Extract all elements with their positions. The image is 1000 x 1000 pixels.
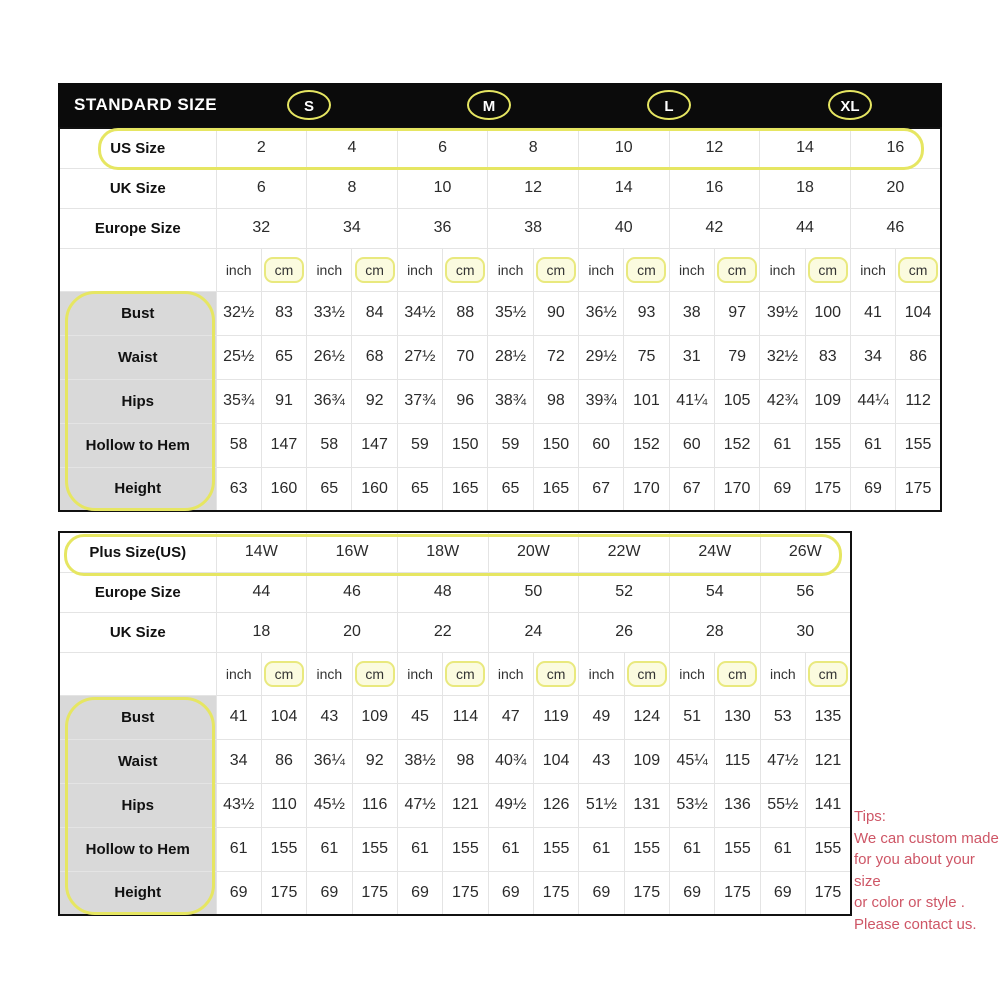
cm-badge: cm: [445, 257, 485, 283]
cm-badge: cm: [626, 257, 666, 283]
cm-unit-cell: [805, 652, 851, 695]
size-cell: 12: [488, 168, 579, 208]
measure-cell: 92: [352, 379, 397, 423]
measure-cell: 61: [760, 827, 805, 871]
cm-badge: cm: [264, 661, 304, 687]
measure-cell: 124: [624, 695, 669, 739]
measure-cell: 51½: [579, 783, 624, 827]
row-label-empty: [59, 248, 216, 291]
measure-cell: 69: [488, 871, 533, 915]
measure-cell: 69: [669, 871, 714, 915]
size-cell: 44: [216, 572, 307, 612]
size-cell: 26: [579, 612, 670, 652]
size-cell: 46: [307, 572, 398, 612]
measure-cell: 61: [216, 827, 261, 871]
measure-cell: 109: [624, 739, 669, 783]
size-cell: 20: [850, 168, 941, 208]
size-cell: 48: [397, 572, 488, 612]
measure-cell: 100: [805, 291, 850, 335]
measure-cell: 36¾: [307, 379, 352, 423]
measure-cell: 114: [443, 695, 488, 739]
measure-cell: 90: [533, 291, 578, 335]
size-cell: 14: [760, 128, 851, 168]
measure-cell: 152: [714, 423, 759, 467]
measure-cell: 39¾: [579, 379, 624, 423]
measure-cell: 155: [352, 827, 397, 871]
measure-row: [59, 783, 851, 827]
measure-cell: 155: [443, 827, 488, 871]
measure-cell: 51: [669, 695, 714, 739]
cm-unit-cell: [533, 652, 578, 695]
measure-cell: 152: [624, 423, 669, 467]
measure-cell: 42¾: [760, 379, 805, 423]
cm-unit-cell: [624, 248, 669, 291]
measure-cell: 109: [352, 695, 397, 739]
measure-cell: 86: [261, 739, 306, 783]
size-cell: 46: [850, 208, 941, 248]
measure-cell: 65: [261, 335, 306, 379]
cm-unit-cell: [352, 652, 397, 695]
cm-unit-cell: [261, 248, 306, 291]
measure-cell: 55½: [760, 783, 805, 827]
size-cell: 40: [579, 208, 670, 248]
size-cell: 26W: [760, 532, 851, 572]
measure-row: [59, 827, 851, 871]
cm-unit-cell: [805, 248, 850, 291]
plus-size-grid: [58, 531, 852, 916]
measure-cell: 65: [397, 467, 442, 511]
measure-cell: 49½: [488, 783, 533, 827]
size-cell: 56: [760, 572, 851, 612]
cm-unit-cell: [714, 248, 759, 291]
measure-row: [59, 291, 941, 335]
row-label: Hips: [59, 379, 216, 423]
inch-unit-cell: inch: [760, 652, 805, 695]
measure-cell: 65: [488, 467, 533, 511]
measure-cell: 35½: [488, 291, 533, 335]
measure-row: [59, 739, 851, 783]
cm-badge: cm: [355, 257, 395, 283]
measure-cell: 45: [397, 695, 442, 739]
measure-cell: 155: [624, 827, 669, 871]
inch-unit-cell: inch: [760, 248, 805, 291]
cm-unit-cell: [533, 248, 578, 291]
measure-cell: 35¾: [216, 379, 261, 423]
size-cell: 44: [760, 208, 851, 248]
inch-unit-cell: inch: [397, 652, 442, 695]
measure-cell: 165: [443, 467, 488, 511]
size-cell: 42: [669, 208, 760, 248]
inch-unit-cell: inch: [488, 652, 533, 695]
measure-cell: 155: [896, 423, 941, 467]
unit-row: [59, 248, 941, 291]
measure-cell: 59: [488, 423, 533, 467]
measure-row: [59, 379, 941, 423]
measure-cell: 34: [850, 335, 895, 379]
row-label: Europe Size: [59, 208, 216, 248]
inch-unit-cell: inch: [579, 652, 624, 695]
row-label: Hollow to Hem: [59, 423, 216, 467]
measure-cell: 58: [307, 423, 352, 467]
measure-cell: 61: [669, 827, 714, 871]
standard-size-title: STANDARD SIZE: [74, 95, 218, 114]
row-label: Waist: [59, 335, 216, 379]
size-cell: 4: [307, 128, 398, 168]
measure-cell: 131: [624, 783, 669, 827]
row-label: Height: [59, 871, 216, 915]
size-row: [59, 572, 851, 612]
measure-cell: 175: [805, 467, 850, 511]
cm-badge: cm: [898, 257, 938, 283]
cm-unit-cell: [261, 652, 306, 695]
size-cell: 8: [488, 128, 579, 168]
measure-cell: 175: [715, 871, 760, 915]
cm-unit-cell: [443, 652, 488, 695]
size-cell: 50: [488, 572, 579, 612]
measure-cell: 88: [443, 291, 488, 335]
size-row: [59, 168, 941, 208]
size-cell: 32: [216, 208, 307, 248]
cm-badge: cm: [264, 257, 304, 283]
size-cell: 22W: [579, 532, 670, 572]
cm-unit-cell: [715, 652, 760, 695]
measure-cell: 75: [624, 335, 669, 379]
measure-cell: 175: [896, 467, 941, 511]
measure-cell: 61: [760, 423, 805, 467]
measure-cell: 155: [805, 423, 850, 467]
measure-cell: 41¼: [669, 379, 714, 423]
size-cell: 8: [307, 168, 398, 208]
inch-unit-cell: inch: [216, 248, 261, 291]
size-cell: 10: [397, 168, 488, 208]
row-label-empty: [59, 652, 216, 695]
size-row: [59, 612, 851, 652]
measure-cell: 29½: [579, 335, 624, 379]
measure-cell: 155: [715, 827, 760, 871]
measure-cell: 126: [533, 783, 578, 827]
size-cell: 2: [216, 128, 307, 168]
measure-cell: 136: [715, 783, 760, 827]
measure-cell: 67: [579, 467, 624, 511]
measure-cell: 170: [714, 467, 759, 511]
measure-cell: 58: [216, 423, 261, 467]
measure-cell: 105: [714, 379, 759, 423]
measure-cell: 49: [579, 695, 624, 739]
measure-cell: 79: [714, 335, 759, 379]
size-group-l-ellipse: L: [647, 90, 691, 120]
measure-cell: 38: [669, 291, 714, 335]
inch-unit-cell: inch: [307, 248, 352, 291]
measure-row: [59, 695, 851, 739]
unit-row: [59, 652, 851, 695]
measure-cell: 32½: [216, 291, 261, 335]
inch-unit-cell: inch: [669, 248, 714, 291]
measure-cell: 31: [669, 335, 714, 379]
size-cell: 14: [579, 168, 670, 208]
measure-cell: 61: [307, 827, 352, 871]
size-cell: 16W: [307, 532, 398, 572]
row-label: Hips: [59, 783, 216, 827]
measure-cell: 28½: [488, 335, 533, 379]
measure-cell: 112: [896, 379, 941, 423]
measure-cell: 69: [579, 871, 624, 915]
size-group-s-ellipse: S: [287, 90, 331, 120]
measure-cell: 86: [896, 335, 941, 379]
measure-cell: 147: [261, 423, 306, 467]
measure-cell: 155: [261, 827, 306, 871]
measure-cell: 41: [216, 695, 261, 739]
row-label: Bust: [59, 695, 216, 739]
measure-cell: 175: [443, 871, 488, 915]
measure-cell: 160: [261, 467, 306, 511]
measure-cell: 69: [307, 871, 352, 915]
measure-cell: 83: [805, 335, 850, 379]
size-cell: 6: [216, 168, 307, 208]
measure-cell: 67: [669, 467, 714, 511]
size-group-xl-ellipse: XL: [828, 90, 872, 120]
measure-row: [59, 467, 941, 511]
measure-cell: 92: [352, 739, 397, 783]
size-cell: 12: [669, 128, 760, 168]
measure-cell: 47: [488, 695, 533, 739]
measure-cell: 32½: [760, 335, 805, 379]
measure-cell: 155: [533, 827, 578, 871]
measure-cell: 33½: [307, 291, 352, 335]
inch-unit-cell: inch: [669, 652, 714, 695]
size-cell: 16: [850, 128, 941, 168]
measure-cell: 165: [533, 467, 578, 511]
measure-cell: 45½: [307, 783, 352, 827]
measure-cell: 43: [307, 695, 352, 739]
measure-cell: 93: [624, 291, 669, 335]
measure-cell: 38¾: [488, 379, 533, 423]
measure-cell: 25½: [216, 335, 261, 379]
cm-badge: cm: [355, 661, 395, 687]
measure-cell: 121: [443, 783, 488, 827]
measure-cell: 36½: [579, 291, 624, 335]
measure-cell: 41: [850, 291, 895, 335]
measure-cell: 84: [352, 291, 397, 335]
measure-cell: 98: [443, 739, 488, 783]
measure-cell: 47½: [397, 783, 442, 827]
measure-cell: 63: [216, 467, 261, 511]
cm-badge: cm: [627, 661, 667, 687]
measure-cell: 72: [533, 335, 578, 379]
size-cell: 36: [397, 208, 488, 248]
measure-cell: 135: [805, 695, 851, 739]
measure-cell: 98: [533, 379, 578, 423]
cm-unit-cell: [624, 652, 669, 695]
measure-cell: 37¾: [397, 379, 442, 423]
measure-cell: 175: [533, 871, 578, 915]
measure-cell: 69: [850, 467, 895, 511]
measure-cell: 130: [715, 695, 760, 739]
row-label: Bust: [59, 291, 216, 335]
size-cell: 18: [760, 168, 851, 208]
size-group-m-ellipse: M: [467, 90, 511, 120]
size-cell: 14W: [216, 532, 307, 572]
size-cell: 20: [307, 612, 398, 652]
measure-cell: 34½: [397, 291, 442, 335]
measure-cell: 53: [760, 695, 805, 739]
measure-cell: 91: [261, 379, 306, 423]
measure-cell: 44¼: [850, 379, 895, 423]
size-cell: 54: [669, 572, 760, 612]
measure-cell: 175: [352, 871, 397, 915]
size-cell: 24: [488, 612, 579, 652]
row-label: Height: [59, 467, 216, 511]
size-cell: 24W: [669, 532, 760, 572]
measure-cell: 59: [397, 423, 442, 467]
standard-size-grid: [58, 127, 942, 512]
measure-cell: 83: [261, 291, 306, 335]
cm-badge: cm: [536, 257, 576, 283]
inch-unit-cell: inch: [850, 248, 895, 291]
measure-cell: 69: [760, 467, 805, 511]
measure-cell: 60: [669, 423, 714, 467]
cm-unit-cell: [896, 248, 941, 291]
measure-cell: 69: [216, 871, 261, 915]
measure-cell: 119: [533, 695, 578, 739]
row-label: US Size: [59, 128, 216, 168]
measure-cell: 43½: [216, 783, 261, 827]
inch-unit-cell: inch: [397, 248, 442, 291]
plus-size-table: [58, 531, 852, 916]
size-cell: 22: [397, 612, 488, 652]
measure-cell: 61: [850, 423, 895, 467]
measure-cell: 160: [352, 467, 397, 511]
measure-cell: 47½: [760, 739, 805, 783]
measure-cell: 104: [896, 291, 941, 335]
size-cell: 10: [579, 128, 670, 168]
inch-unit-cell: inch: [216, 652, 261, 695]
measure-cell: 45¼: [669, 739, 714, 783]
row-label: Plus Size(US): [59, 532, 216, 572]
measure-cell: 175: [624, 871, 669, 915]
size-cell: 30: [760, 612, 851, 652]
measure-cell: 116: [352, 783, 397, 827]
cm-badge: cm: [808, 257, 848, 283]
measure-cell: 69: [397, 871, 442, 915]
measure-cell: 40¾: [488, 739, 533, 783]
cm-badge: cm: [717, 257, 757, 283]
size-cell: 6: [397, 128, 488, 168]
standard-size-table: [58, 83, 942, 512]
measure-cell: 104: [533, 739, 578, 783]
measure-cell: 69: [760, 871, 805, 915]
row-label: Hollow to Hem: [59, 827, 216, 871]
size-cell: 28: [669, 612, 760, 652]
custom-made-tips: Tips: We can custom made for you about your size or color or style . Please contact us.: [854, 808, 999, 933]
size-cell: 16: [669, 168, 760, 208]
row-label: UK Size: [59, 612, 216, 652]
row-label: Europe Size: [59, 572, 216, 612]
size-row: [59, 532, 851, 572]
size-cell: 34: [307, 208, 398, 248]
measure-cell: 36¼: [307, 739, 352, 783]
size-cell: 20W: [488, 532, 579, 572]
size-cell: 38: [488, 208, 579, 248]
cm-unit-cell: [352, 248, 397, 291]
measure-cell: 147: [352, 423, 397, 467]
measure-cell: 61: [397, 827, 442, 871]
measure-cell: 26½: [307, 335, 352, 379]
cm-badge: cm: [717, 661, 757, 687]
measure-cell: 141: [805, 783, 851, 827]
measure-cell: 170: [624, 467, 669, 511]
measure-cell: 60: [579, 423, 624, 467]
cm-badge: cm: [536, 661, 576, 687]
cm-badge: cm: [808, 661, 848, 687]
inch-unit-cell: inch: [579, 248, 624, 291]
cm-unit-cell: [443, 248, 488, 291]
inch-unit-cell: inch: [307, 652, 352, 695]
measure-cell: 70: [443, 335, 488, 379]
size-cell: 18W: [397, 532, 488, 572]
cm-badge: cm: [445, 661, 485, 687]
size-row: [59, 128, 941, 168]
measure-row: [59, 423, 941, 467]
measure-row: [59, 871, 851, 915]
standard-size-header: [58, 83, 942, 127]
measure-cell: 150: [443, 423, 488, 467]
measure-cell: 65: [307, 467, 352, 511]
measure-cell: 96: [443, 379, 488, 423]
measure-cell: 43: [579, 739, 624, 783]
measure-cell: 175: [805, 871, 851, 915]
measure-cell: 38½: [397, 739, 442, 783]
measure-cell: 68: [352, 335, 397, 379]
measure-cell: 53½: [669, 783, 714, 827]
measure-cell: 101: [624, 379, 669, 423]
measure-cell: 39½: [760, 291, 805, 335]
measure-cell: 109: [805, 379, 850, 423]
measure-cell: 104: [261, 695, 306, 739]
measure-cell: 175: [261, 871, 306, 915]
measure-cell: 97: [714, 291, 759, 335]
size-row: [59, 208, 941, 248]
measure-cell: 61: [579, 827, 624, 871]
measure-cell: 34: [216, 739, 261, 783]
measure-cell: 115: [715, 739, 760, 783]
inch-unit-cell: inch: [488, 248, 533, 291]
measure-cell: 155: [805, 827, 851, 871]
measure-cell: 150: [533, 423, 578, 467]
size-cell: 52: [579, 572, 670, 612]
row-label: Waist: [59, 739, 216, 783]
measure-row: [59, 335, 941, 379]
row-label: UK Size: [59, 168, 216, 208]
measure-cell: 121: [805, 739, 851, 783]
measure-cell: 27½: [397, 335, 442, 379]
measure-cell: 61: [488, 827, 533, 871]
size-cell: 18: [216, 612, 307, 652]
measure-cell: 110: [261, 783, 306, 827]
